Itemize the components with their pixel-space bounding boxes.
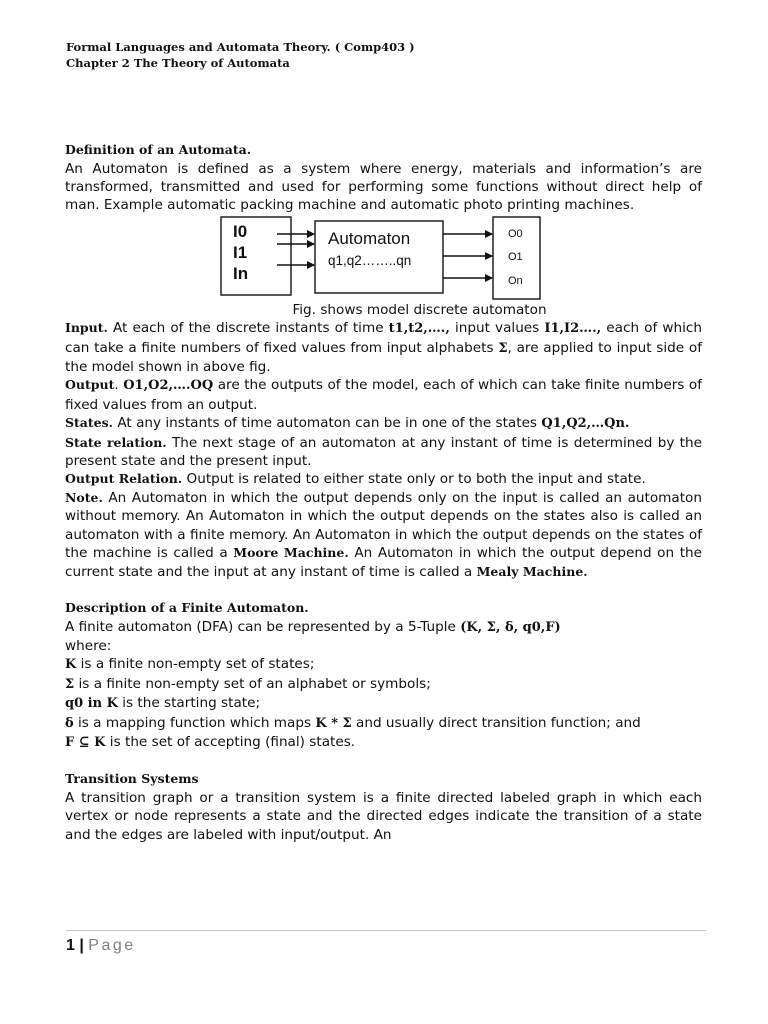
- input-label-0: I0: [233, 221, 248, 241]
- output-relation-paragraph: [65, 470, 702, 488]
- input-paragraph: [65, 319, 702, 376]
- states-list: Q1,Q2,…Qn.: [541, 416, 630, 432]
- states-label: States.: [65, 415, 114, 431]
- finite-automaton-intro: [65, 618, 702, 637]
- tuple-item: [65, 694, 702, 713]
- tuple-item-symbol: F ⊆ K: [65, 734, 106, 750]
- tuple-item-symbol: K: [65, 657, 77, 673]
- page-word: Page: [88, 937, 136, 954]
- section-gap: [65, 581, 702, 599]
- automaton-box-title: Automaton: [328, 228, 411, 248]
- note-paragraph: [65, 489, 702, 581]
- note-text-b: An Automaton in which the output depend on the current state and the input at any instant of time is called a: [65, 545, 703, 580]
- output-label-2: On: [508, 274, 523, 287]
- output-list: O1,O2,….OQ: [123, 378, 214, 394]
- state-relation-text: The next stage of an automaton at any instant of time is determined by the present state and the present input.: [65, 434, 702, 470]
- finite-automaton-where: where:: [65, 637, 112, 654]
- tuple-item-text: is a mapping function which maps: [73, 714, 316, 731]
- section-gap: [65, 752, 702, 770]
- finite-automaton-intro-text: A finite automaton (DFA) can be represented by a 5-Tuple: [65, 618, 461, 635]
- tuple-item-text-2: and usually direct transition function; and: [351, 714, 641, 731]
- input-values: I1,I2….,: [544, 321, 602, 337]
- definition-paragraph: An Automaton is defined as a system where energy, materials and information’s are transformed, transmitted and used for performing some functions without direct help of man. Example automatic packing machine and automatic photo printing machines.: [65, 160, 702, 214]
- tuple-item: [65, 714, 702, 733]
- automaton-box-states: q1,q2……..qn: [328, 252, 412, 268]
- output-label-1: O1: [508, 250, 523, 263]
- note-text-a: An Automaton in which the output depends only on the input is called an automaton without memory. An Automaton in which the output depends on the states also is called an automaton with a finite memory. An Automaton in which the output depends on the states of the machine is called a: [65, 489, 702, 562]
- input-sigma: Σ: [498, 340, 508, 356]
- output-relation-label: Output Relation.: [65, 471, 183, 487]
- page-separator: |: [79, 937, 84, 954]
- main-content: [65, 141, 702, 844]
- definition-heading: Definition of an Automata.: [65, 142, 252, 157]
- input-label: Input.: [65, 320, 108, 336]
- automaton-diagram: [65, 215, 702, 301]
- output-label-0: O0: [508, 227, 523, 240]
- output-paragraph: [65, 376, 702, 414]
- finite-automaton-heading: Description of a Finite Automaton.: [65, 599, 309, 615]
- tuple-item-text: is a finite non-empty set of states;: [76, 656, 315, 673]
- inputs-box: [221, 217, 291, 295]
- states-text: At any instants of time automaton can be in one of the states: [113, 415, 542, 432]
- note-mealy: Mealy Machine.: [476, 563, 588, 579]
- header-course-title: Formal Languages and Automata Theory. ( Comp403 ): [66, 40, 415, 54]
- input-text-c: each of which can take a finite numbers of fixed values from input alphabets: [65, 320, 702, 356]
- states-paragraph: [65, 414, 702, 433]
- finite-automaton-tuple: (K, Σ, δ, q0,F): [460, 619, 561, 635]
- automaton-figure: [65, 215, 702, 301]
- output-text-a: .: [114, 377, 124, 394]
- input-times: t1,t2,….,: [388, 321, 450, 337]
- state-relation-label: State relation.: [65, 434, 167, 450]
- page-number: 1: [66, 937, 75, 954]
- tuple-item-symbol: q0 in K: [65, 696, 118, 712]
- input-text-a: At each of the discrete instants of time: [107, 320, 389, 337]
- tuple-item: [65, 675, 702, 694]
- tuple-item: [65, 733, 702, 752]
- tuple-item-text: is the starting state;: [117, 695, 261, 712]
- figure-caption: Fig. shows model discrete automaton: [292, 301, 547, 318]
- transition-systems-heading: Transition Systems: [65, 771, 199, 787]
- input-text-b: input values: [449, 320, 545, 337]
- footer-page-indicator: [66, 937, 706, 955]
- page-footer: [66, 930, 706, 955]
- tuple-item-symbol-2: K * Σ: [315, 715, 352, 731]
- tuple-item-text: is the set of accepting (final) states.: [105, 733, 356, 750]
- tuple-item-symbol: Σ: [65, 676, 75, 692]
- output-label: Output: [65, 377, 115, 393]
- state-relation-paragraph: [65, 434, 702, 471]
- footer-divider: [66, 930, 706, 931]
- input-label-2: In: [233, 263, 249, 283]
- input-label-1: I1: [233, 242, 248, 262]
- tuple-item: [65, 655, 702, 674]
- note-moore: Moore Machine.: [233, 545, 349, 561]
- output-text-b: are the outputs of the model, each of which can take finite numbers of fixed values from an output.: [65, 377, 702, 413]
- output-relation-text: Output is related to either state only or to both the input and state.: [182, 471, 646, 488]
- input-text-d: , are applied to input side of the model shown in above fig.: [65, 339, 702, 376]
- transition-systems-paragraph: A transition graph or a transition system is a finite directed labeled graph in which each vertex or node represents a state and the directed edges indicate the transition of a state and the edges are labeled with input/output. An: [65, 789, 702, 843]
- note-label: Note.: [65, 489, 103, 505]
- tuple-item-symbol: δ: [65, 715, 74, 731]
- header-chapter-title: Chapter 2 The Theory of Automata: [66, 56, 290, 70]
- tuple-item-text: is a finite non-empty set of an alphabet or symbols;: [74, 675, 431, 692]
